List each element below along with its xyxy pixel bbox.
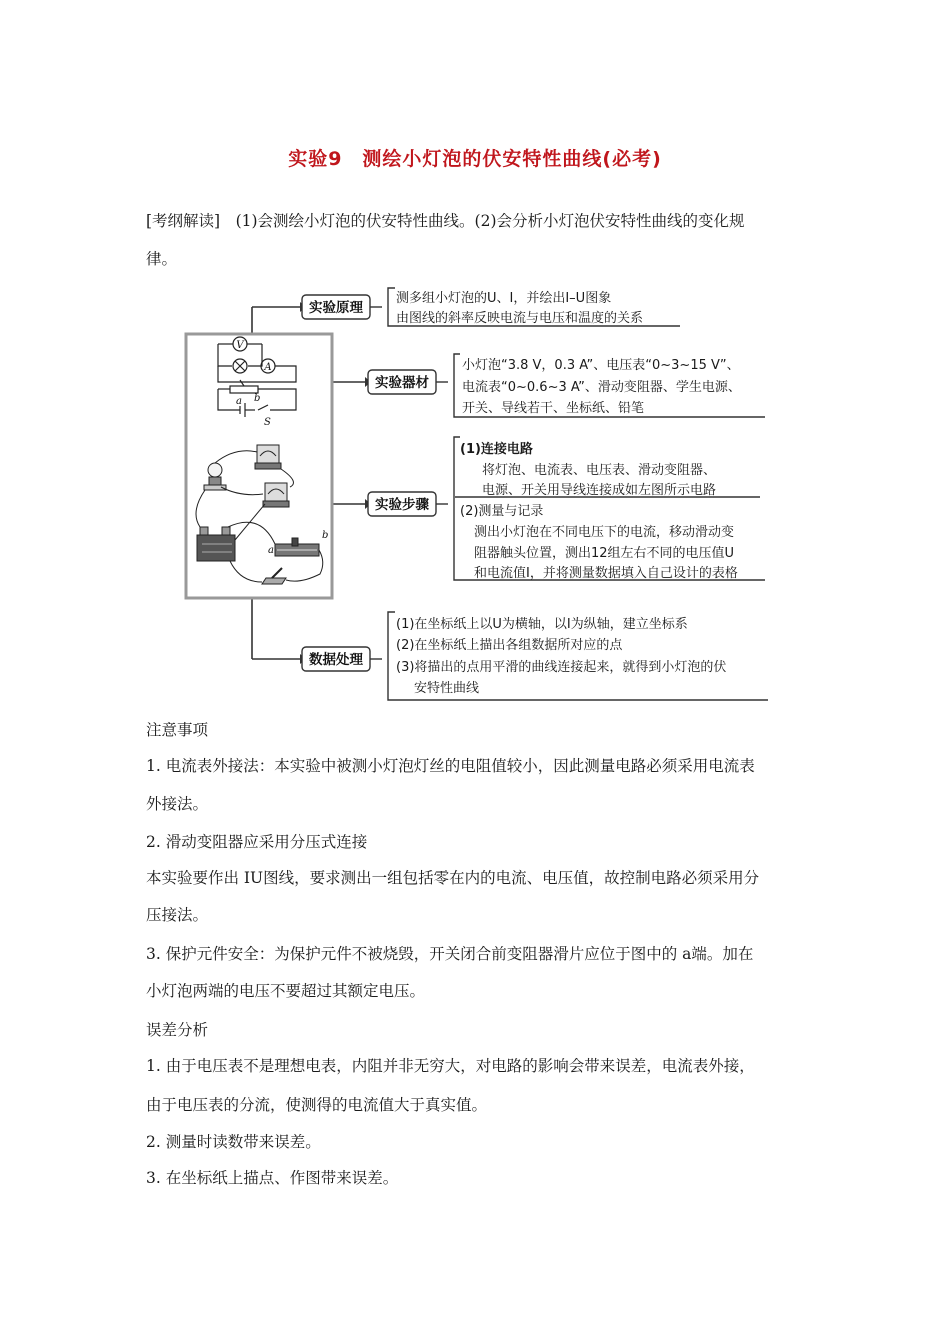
errors-item2: 2. 测量时读数带来误差。	[146, 1133, 321, 1151]
notes-item2-line1: 本实验要作出 IU图线，要求测出一组包括零在内的电流、电压值，故控制电路必须采用分	[146, 869, 760, 887]
data-processing-label: 数据处理	[309, 652, 363, 668]
data-line-2: (2)在坐标纸上描出各组数据所对应的点	[396, 638, 623, 653]
principle-line-2: 由图线的斜率反映电流与电压和温度的关系	[396, 311, 644, 326]
principle-label: 实验原理	[309, 300, 363, 316]
errors-item3: 3. 在坐标纸上描点、作图带来误差。	[146, 1169, 399, 1187]
ammeter-symbol: A	[264, 362, 272, 373]
steps-part2-line-2: 阻器触头位置，测出12组左右不同的电压值U	[474, 546, 735, 561]
steps-part1-line-2: 电源、开关用导线连接成如左图所示电路	[482, 483, 717, 498]
data-line-4: 安特性曲线	[414, 681, 480, 696]
notes-item3-line1: 3. 保护元件安全：为保护元件不被烧毁，开关闭合前变阻器滑片应位于图中的 a端。加在	[146, 945, 754, 963]
page-title: 实验9 测绘小灯泡的伏安特性曲线(必考)	[288, 148, 662, 170]
point-a-label: a	[236, 396, 242, 407]
notes-heading: 注意事项	[146, 721, 209, 739]
steps-part1-line-1: 将灯泡、电流表、电压表、滑动变阻器、	[482, 463, 717, 478]
apparatus-a-label: a	[268, 545, 274, 556]
switch-label: S	[264, 417, 271, 428]
steps-label: 实验步骤	[375, 497, 429, 513]
notes-item1-line2: 外接法。	[146, 795, 209, 813]
equipment-label: 实验器材	[375, 375, 429, 391]
equipment-line-2: 电流表“0~0.6~3 A”、滑动变阻器、学生电源、	[462, 380, 741, 395]
steps-part2-line-1: 测出小灯泡在不同电压下的电流，移动滑动变	[474, 525, 735, 540]
errors-item1-line1: 1. 由于电压表不是理想电表，内阻并非无穷大，对电路的影响会带来误差，电流表外接，	[146, 1057, 755, 1075]
notes-item2-line2: 压接法。	[146, 906, 209, 924]
errors-heading: 误差分析	[146, 1021, 209, 1039]
experiment-diagram	[0, 282, 950, 702]
steps-part1-head: (1)连接电路	[460, 442, 533, 457]
notes-item3-line2: 小灯泡两端的电压不要超过其额定电压。	[146, 982, 426, 1000]
errors-item1-line2: 由于电压表的分流，使测得的电流值大于真实值。	[146, 1096, 488, 1114]
point-b-label: b	[254, 393, 261, 404]
intro-line-2: 律。	[146, 250, 178, 268]
apparatus-b-label: b	[322, 530, 329, 541]
data-line-3: (3)将描出的点用平滑的曲线连接起来，就得到小灯泡的伏	[396, 660, 727, 675]
steps-part2-head: (2)测量与记录	[460, 504, 544, 519]
equipment-line-1: 小灯泡“3.8 V，0.3 A”、电压表“0~3~15 V”、	[462, 358, 740, 373]
voltmeter-symbol: V	[236, 340, 244, 351]
steps-part2-line-3: 和电流值I，并将测量数据填入自己设计的表格	[474, 566, 738, 581]
principle-line-1: 测多组小灯泡的U、I，并绘出I–U图象	[396, 291, 612, 306]
notes-item1-line1: 1. 电流表外接法：本实验中被测小灯泡灯丝的电阻值较小，因此测量电路必须采用电流表	[146, 757, 755, 775]
notes-item2-head: 2. 滑动变阻器应采用分压式连接	[146, 833, 368, 851]
equipment-line-3: 开关、导线若干、坐标纸、铅笔	[462, 401, 645, 416]
intro-line-1: [考纲解读] (1)会测绘小灯泡的伏安特性曲线。(2)会分析小灯泡伏安特性曲线的变化规	[146, 212, 745, 230]
data-line-1: (1)在坐标纸上以U为横轴，以I为纵轴，建立坐标系	[396, 617, 688, 632]
